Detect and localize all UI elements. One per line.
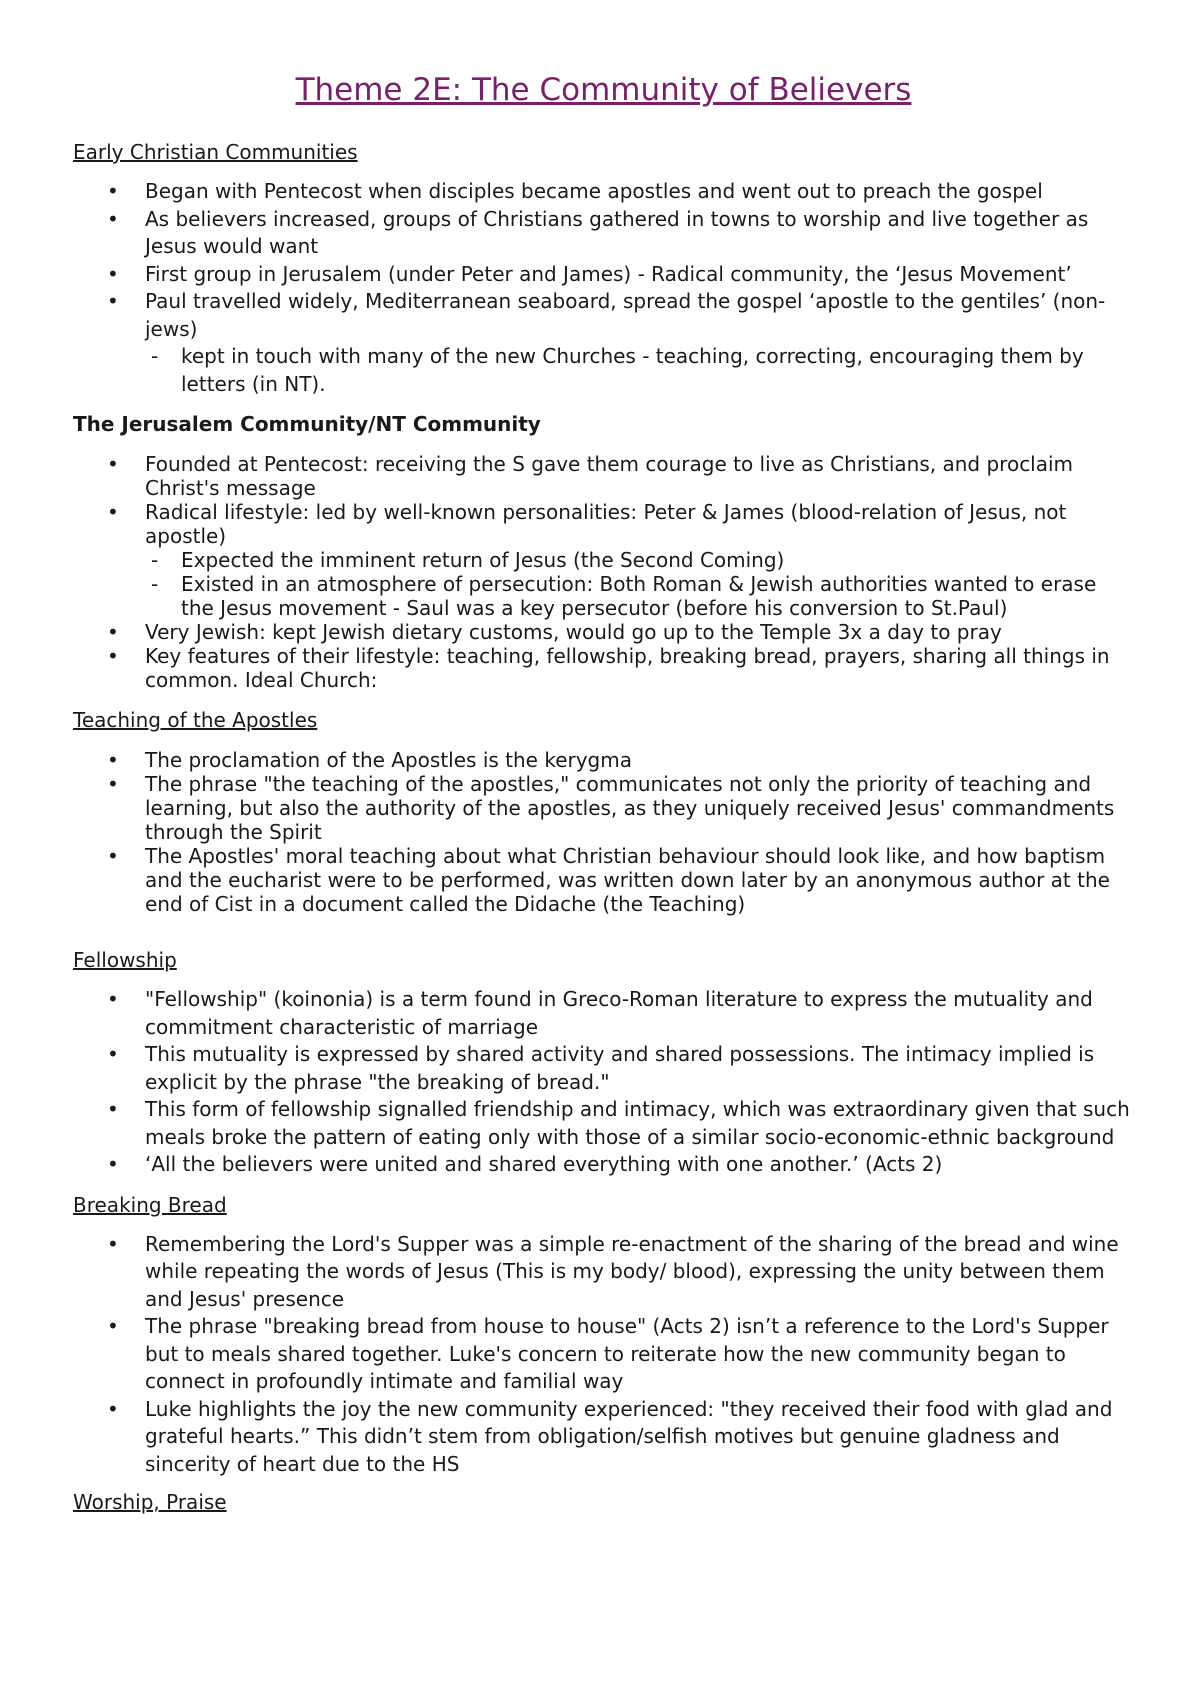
list-item: • Founded at Pentecost: receiving the S gave them courage to live as Christians, and proclaim Christ's message [73,452,1134,500]
list-breaking-bread [73,1231,1134,1479]
list-item: • As believers increased, groups of Christians gathered in towns to worship and live together as Jesus would want [73,206,1134,261]
list-item: • "Fellowship" (koinonia) is a term found in Greco-Roman literature to express the mutuality and commitment characteristic of marriage [73,986,1134,1041]
list-item: • The Apostles' moral teaching about what Christian behaviour should look like, and how baptism and the eucharist were to be performed, was written down later by an anonymous author at the end of Cist in a document called the Didache (the Teaching) [73,844,1134,916]
list-item: • The phrase "the teaching of the apostles," communicates not only the priority of teaching and learning, but also the authority of the apostles, as they uniquely received Jesus' commandments through the Spirit [73,772,1134,844]
list-item: • The phrase "breaking bread from house to house" (Acts 2) isn’t a reference to the Lord's Supper but to meals shared together. Luke's concern to reiterate how the new community began to connect in profoundly intimate and familial way [73,1313,1134,1396]
list-item: • Paul travelled widely, Mediterranean seaboard, spread the gospel ‘apostle to the gentiles’ (non-jews) - kept in touch with many of the new Churches - teaching, correcting, encouraging them by letters (in NT). [73,288,1134,398]
list-item: • Key features of their lifestyle: teaching, fellowship, breaking bread, prayers, sharing all things in common. Ideal Church: [73,644,1134,692]
list-item: • This form of fellowship signalled friendship and intimacy, which was extraordinary given that such meals broke the pattern of eating only with those of a similar socio-economic-ethnic background [73,1096,1134,1151]
heading-jerusalem-community: The Jerusalem Community/NT Community [73,412,541,436]
heading-fellowship: Fellowship [73,948,177,972]
list-item: • ‘All the believers were united and shared everything with one another.’ (Acts 2) [73,1151,1134,1179]
list-jerusalem-community [73,452,1134,692]
list-item: • Radical lifestyle: led by well-known personalities: Peter & James (blood-relation of Jesus, not apostle) - Expected the imminent return of Jesus (the Second Coming) - Existed in an atmosphere of persecution: Both Roman & Jewish authorities wanted to erase the Jesus movement - Saul was a key persecutor (before his conversion to St.Paul) [73,500,1134,620]
sub-list-item: - Existed in an atmosphere of persecution: Both Roman & Jewish authorities wanted to erase the Jesus movement - Saul was a key persecutor (before his conversion to St.Paul) [145,572,1134,620]
list-item: • Very Jewish: kept Jewish dietary customs, would go up to the Temple 3x a day to pray [73,620,1134,644]
list-early-christian-communities [73,178,1134,398]
sub-list [145,548,1134,620]
list-item: • Luke highlights the joy the new community experienced: "they received their food with glad and grateful hearts.” This didn’t stem from obligation/selfish motives but genuine gladness and sincerity of heart due to the HS [73,1396,1134,1479]
heading-teaching-of-the-apostles: Teaching of the Apostles [73,708,318,732]
heading-breaking-bread: Breaking Bread [73,1192,227,1217]
sub-list [145,343,1134,398]
list-item: • Began with Pentecost when disciples became apostles and went out to preach the gospel [73,178,1134,206]
list-teaching-of-the-apostles [73,748,1134,916]
list-item: • Remembering the Lord's Supper was a simple re-enactment of the sharing of the bread and wine while repeating the words of Jesus (This is my body/ blood), expressing the unity between them and Jesus' presence [73,1231,1134,1314]
heading-early-christian-communities: Early Christian Communities [73,140,358,164]
sub-list-item: - Expected the imminent return of Jesus (the Second Coming) [145,548,1134,572]
list-fellowship [73,986,1134,1179]
page-title: Theme 2E: The Community of Believers [295,72,912,108]
heading-worship-praise: Worship, Praise [73,1490,227,1514]
list-item: • First group in Jerusalem (under Peter and James) - Radical community, the ‘Jesus Movement’ [73,261,1134,289]
list-item: • This mutuality is expressed by shared activity and shared possessions. The intimacy implied is explicit by the phrase "the breaking of bread." [73,1041,1134,1096]
list-item: • The proclamation of the Apostles is the kerygma [73,748,1134,772]
sub-list-item: - kept in touch with many of the new Churches - teaching, correcting, encouraging them by letters (in NT). [145,343,1134,398]
